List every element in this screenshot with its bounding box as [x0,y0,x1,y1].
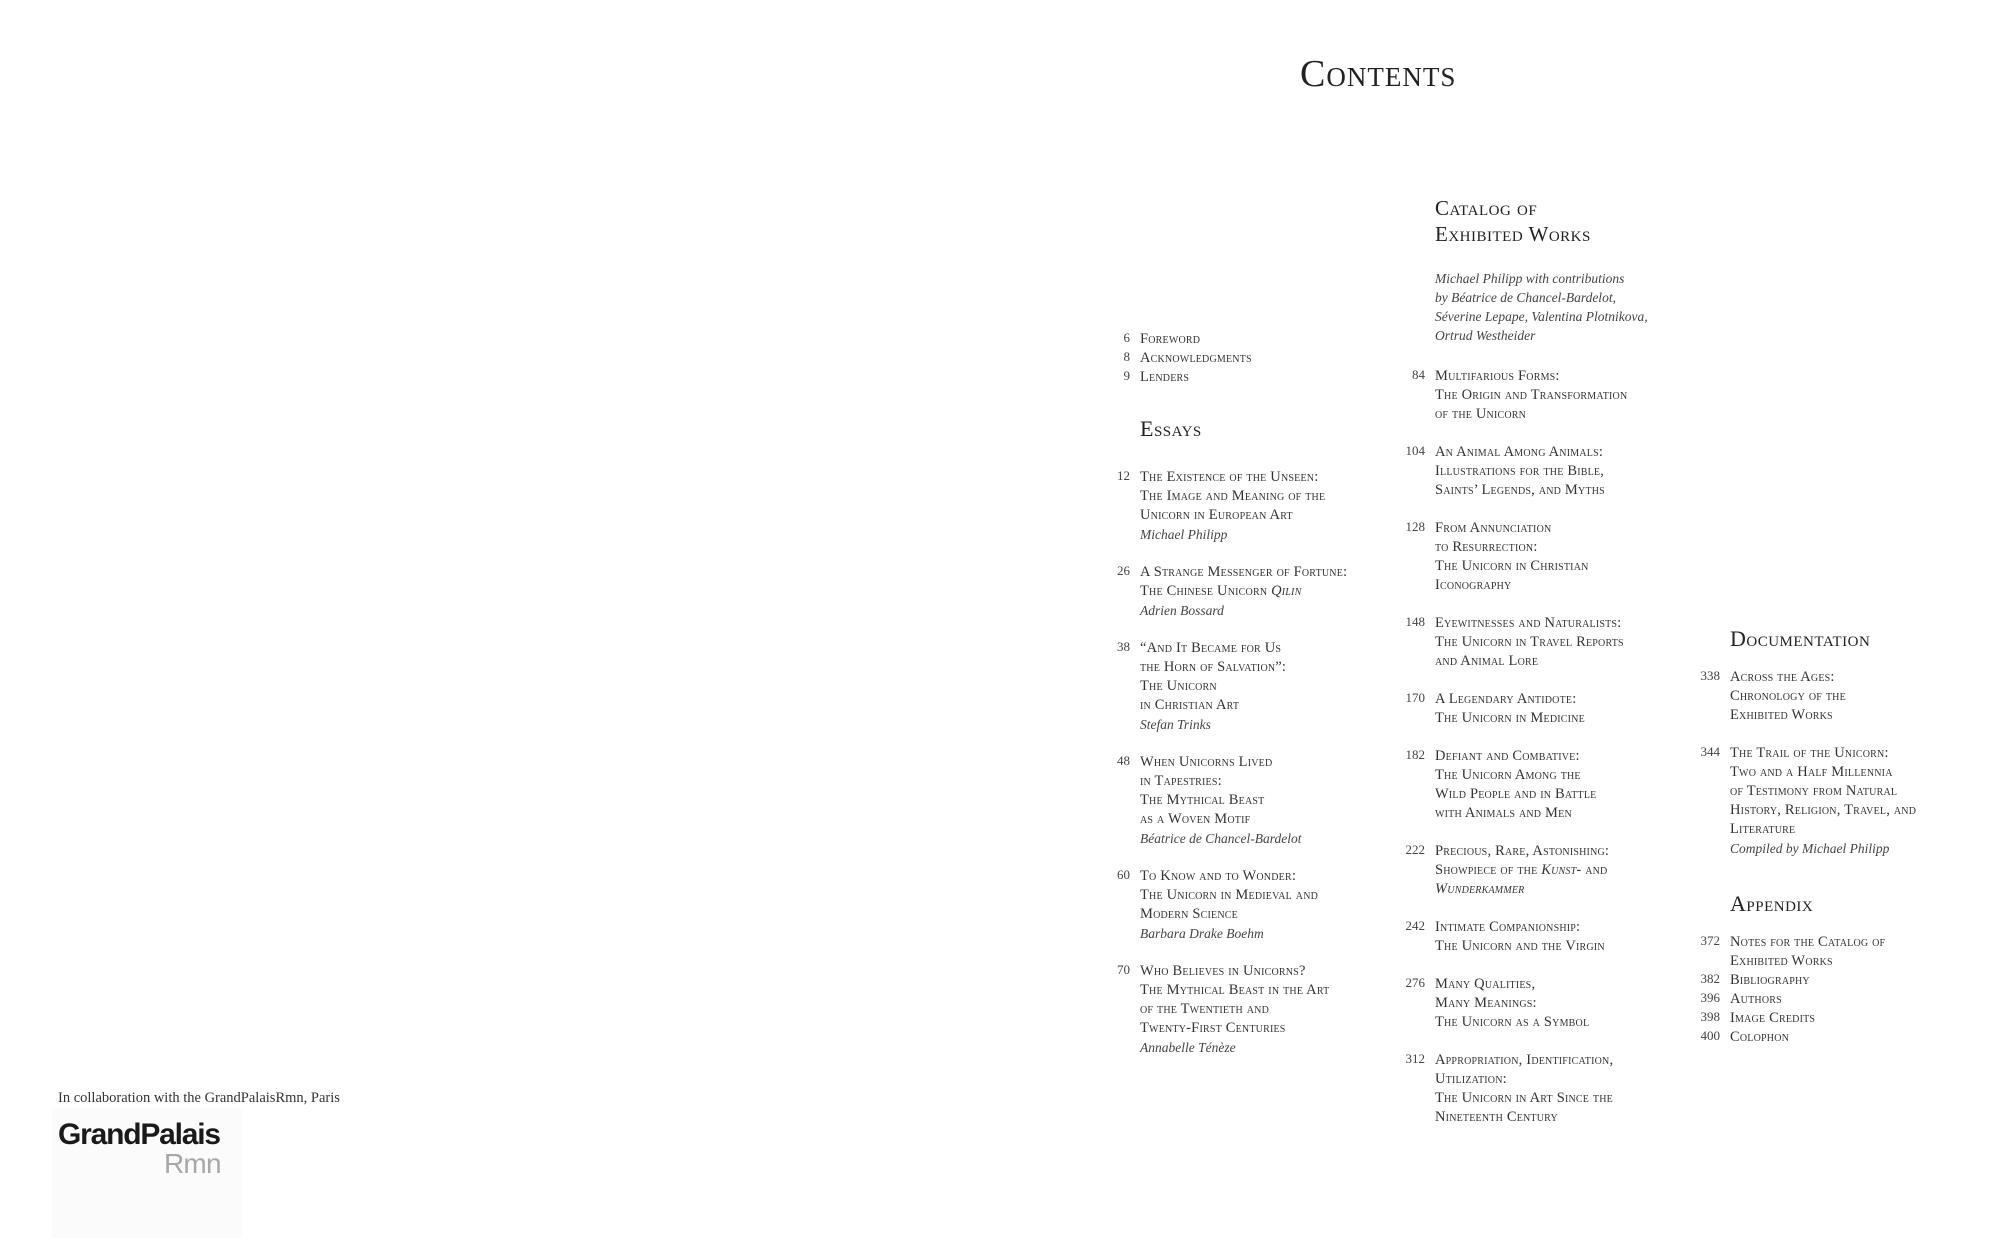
entry-title [1730,744,1970,839]
entry-title [1730,1009,1970,1028]
entry-title [1730,971,1970,990]
entry-title-line: The Unicorn in Christian [1435,558,1589,574]
contributors-line: Séverine Lepape, Valentina Plotnikova, [1435,309,1648,324]
page-number: 38 [1117,639,1130,654]
entry-title-line: Unicorn in European Art [1140,507,1293,523]
entry-title-line: Bibliography [1730,972,1810,988]
page-number: 26 [1117,563,1130,578]
page-number: 242 [1405,918,1425,933]
page-number: 396 [1700,990,1720,1005]
entry-title-line: Iconography [1435,577,1512,593]
entry-title-line: “And It Became for Us [1140,640,1282,656]
entry-title [1140,349,1390,368]
entry-title-line: Utilization: [1435,1071,1507,1087]
toc-entry [1405,1051,1695,1127]
entry-title-line: and Animal Lore [1435,653,1539,669]
essays-list [1117,468,1390,1076]
entry-title-line: Wild People and in Battle [1435,786,1597,802]
toc-entry [1123,330,1390,349]
entry-title-line: in Christian Art [1140,697,1240,713]
toc-entry [1412,367,1695,424]
entry-title [1435,747,1695,823]
entry-title [1435,690,1695,728]
entry-title [1140,563,1390,601]
toc-entry [1117,639,1390,734]
entry-title-line: the Horn of Salvation”: [1140,659,1287,675]
toc-entry [1405,614,1695,671]
entry-title-line: Wunderkammer [1435,881,1525,897]
page-number: 8 [1123,349,1130,364]
logo-wordmark-rmn: Rmn [164,1148,221,1179]
entry-title-line: Chronology of the [1730,688,1846,704]
entry-title-line: The Trail of the Unicorn: [1730,745,1889,761]
entry-title [1730,668,1970,725]
toc-entry [1700,971,1970,990]
entry-title-line: The Unicorn Among the [1435,767,1581,783]
entry-title [1140,867,1390,924]
documentation-list [1700,668,1970,877]
toc-entry [1117,962,1390,1057]
entry-title-line: The Unicorn in Medicine [1435,710,1585,726]
page-title: Contents [1300,53,1457,95]
entry-title-line: Twenty-First Centuries [1140,1020,1286,1036]
entry-title-line: The Chinese Unicorn Qilin [1140,583,1302,599]
entry-title [1435,519,1695,595]
page-number: 344 [1700,744,1720,759]
entry-author: Stefan Trinks [1140,717,1211,732]
entry-title-line: Who Believes in Unicorns? [1140,963,1306,979]
entry-title-line: in Tapestries: [1140,773,1222,789]
toc-entry [1117,563,1390,620]
toc-entry [1700,933,1970,971]
entry-title-line: Colophon [1730,1029,1790,1045]
page-number: 276 [1405,975,1425,990]
entry-title-line: of Testimony from Natural [1730,783,1898,799]
entry-title [1140,468,1390,525]
entry-title [1140,639,1390,715]
page-number: 6 [1123,330,1130,345]
front-matter-and-essays-column [1117,330,1390,1055]
toc-entry [1405,842,1695,899]
toc-entry [1123,368,1390,387]
entry-author: Adrien Bossard [1140,603,1224,618]
entry-title-line: Many Meanings: [1435,995,1537,1011]
entry-title-line: Intimate Companionship: [1435,919,1581,935]
entry-title [1140,330,1390,349]
page-number: 70 [1117,962,1130,977]
page-number: 84 [1412,367,1425,382]
entry-title [1730,990,1970,1009]
toc-entry [1117,468,1390,544]
entry-author: Michael Philipp [1140,527,1228,542]
entry-title-line: Eyewitnesses and Naturalists: [1435,615,1622,631]
entry-title [1140,368,1390,387]
page-number: 338 [1700,668,1720,683]
page-number: 170 [1405,690,1425,705]
entry-title-line: The Origin and Transformation [1435,387,1628,403]
entry-title-line: History, Religion, Travel, and [1730,802,1917,818]
page-number: 400 [1700,1028,1720,1043]
front-matter-list [1123,330,1390,387]
page-number: 372 [1700,933,1720,948]
entry-title-line: of the Unicorn [1435,406,1527,422]
entry-title-line: Precious, Rare, Astonishing: [1435,843,1610,859]
toc-entry [1117,753,1390,848]
appendix-list [1700,933,1970,1047]
entry-title [1730,1028,1970,1047]
page-number: 148 [1405,614,1425,629]
entry-title-line: To Know and to Wonder: [1140,868,1297,884]
toc-entry [1405,443,1695,500]
entry-title-line: The Existence of the Unseen: [1140,469,1319,485]
entry-title-line: Across the Ages: [1730,669,1835,685]
entry-title-line: Acknowledgments [1140,350,1252,366]
contributors-line: Ortrud Westheider [1435,328,1536,343]
entry-title-line: A Legendary Antidote: [1435,691,1577,707]
page-number: 60 [1117,867,1130,882]
catalog-heading-line-1: Catalog of [1435,196,1538,220]
entry-title [1435,367,1695,424]
catalog-heading [1435,195,1591,247]
entry-title-line: Nineteenth Century [1435,1109,1558,1125]
logo-wordmark-grandpalais: GrandPalais [58,1118,220,1151]
entry-title-line: Illustrations for the Bible, [1435,463,1605,479]
entry-title-line: The Unicorn and the Virgin [1435,938,1605,954]
entry-title-line: The Mythical Beast in the Art [1140,982,1330,998]
entry-title [1140,753,1390,829]
toc-entry [1123,349,1390,368]
entry-title [1435,443,1695,500]
entry-author: Béatrice de Chancel-Bardelot [1140,831,1302,846]
page-number: 398 [1700,1009,1720,1024]
entry-title-line: A Strange Messenger of Fortune: [1140,564,1348,580]
contributors-line: by Béatrice de Chancel-Bardelot, [1435,290,1616,305]
entry-title [1435,614,1695,671]
appendix-heading: Appendix [1730,891,1814,916]
contributors-line: Michael Philipp with contributions [1435,271,1625,286]
entry-title [1435,842,1695,899]
entry-title-line: Exhibited Works [1730,953,1833,969]
catalog-list [1405,367,1695,1146]
page-number: 382 [1700,971,1720,986]
collaboration-note: In collaboration with the GrandPalaisRmn, Paris [58,1090,340,1106]
entry-title-line: Saints’ Legends, and Myths [1435,482,1605,498]
entry-title-line: to Resurrection: [1435,539,1538,555]
toc-entry [1405,747,1695,823]
entry-author: Barbara Drake Boehm [1140,926,1264,941]
essays-heading: Essays [1140,416,1202,441]
entry-title-line: Exhibited Works [1730,707,1833,723]
page-number: 312 [1405,1051,1425,1066]
entry-title-line: Notes for the Catalog of [1730,934,1886,950]
entry-title-line: of the Twentieth and [1140,1001,1270,1017]
entry-title-line: The Unicorn as a Symbol [1435,1014,1590,1030]
documentation-heading: Documentation [1730,626,1871,651]
entry-title-line: Image Credits [1730,1010,1816,1026]
toc-entry [1405,975,1695,1032]
page-number: 182 [1405,747,1425,762]
page-number: 9 [1123,368,1130,383]
entry-title-line: Two and a Half Millennia [1730,764,1893,780]
entry-title [1140,962,1390,1038]
entry-title-line: The Mythical Beast [1140,792,1265,808]
entry-title [1435,1051,1695,1127]
toc-entry [1700,1009,1970,1028]
entry-title [1730,933,1970,971]
entry-title-line: The Unicorn in Medieval and [1140,887,1319,903]
entry-title-line: with Animals and Men [1435,805,1572,821]
entry-title-line: The Unicorn in Art Since the [1435,1090,1613,1106]
toc-entry [1700,1028,1970,1047]
page-number: 12 [1117,468,1130,483]
toc-entry [1700,744,1970,858]
entry-title-line: The Unicorn [1140,678,1217,694]
entry-title-line: An Animal Among Animals: [1435,444,1604,460]
grandpalais-rmn-logo [52,1108,242,1238]
entry-title-line: Lenders [1140,369,1190,385]
entry-title-line: Many Qualities, [1435,976,1536,992]
entry-title-line: Literature [1730,821,1796,837]
entry-title-line: Modern Science [1140,906,1238,922]
entry-title-line: The Image and Meaning of the [1140,488,1326,504]
entry-author: Annabelle Ténèze [1140,1040,1236,1055]
entry-title [1435,975,1695,1032]
toc-entry [1117,867,1390,943]
entry-author: Compiled by Michael Philipp [1730,841,1890,856]
toc-entry [1700,990,1970,1009]
page-number: 104 [1405,443,1425,458]
entry-title-line: Authors [1730,991,1782,1007]
toc-entry [1405,690,1695,728]
toc-entry [1405,918,1695,956]
entry-title-line: From Annunciation [1435,520,1552,536]
entry-title-line: When Unicorns Lived [1140,754,1273,770]
entry-title-line: The Unicorn in Travel Reports [1435,634,1624,650]
entry-title-line: Appropriation, Identification, [1435,1052,1614,1068]
page-number: 222 [1405,842,1425,857]
catalog-contributors [1435,269,1648,345]
page-number: 48 [1117,753,1130,768]
entry-title [1435,918,1695,956]
toc-entry [1700,668,1970,725]
entry-title-line: Defiant and Combative: [1435,748,1580,764]
entry-title-line: Foreword [1140,331,1201,347]
entry-title-line: Showpiece of the Kunst- and [1435,862,1608,878]
entry-title-line: Multifarious Forms: [1435,368,1560,384]
entry-title-line: as a Woven Motif [1140,811,1251,827]
page-number: 128 [1405,519,1425,534]
catalog-heading-line-2: Exhibited Works [1435,222,1591,246]
toc-entry [1405,519,1695,595]
